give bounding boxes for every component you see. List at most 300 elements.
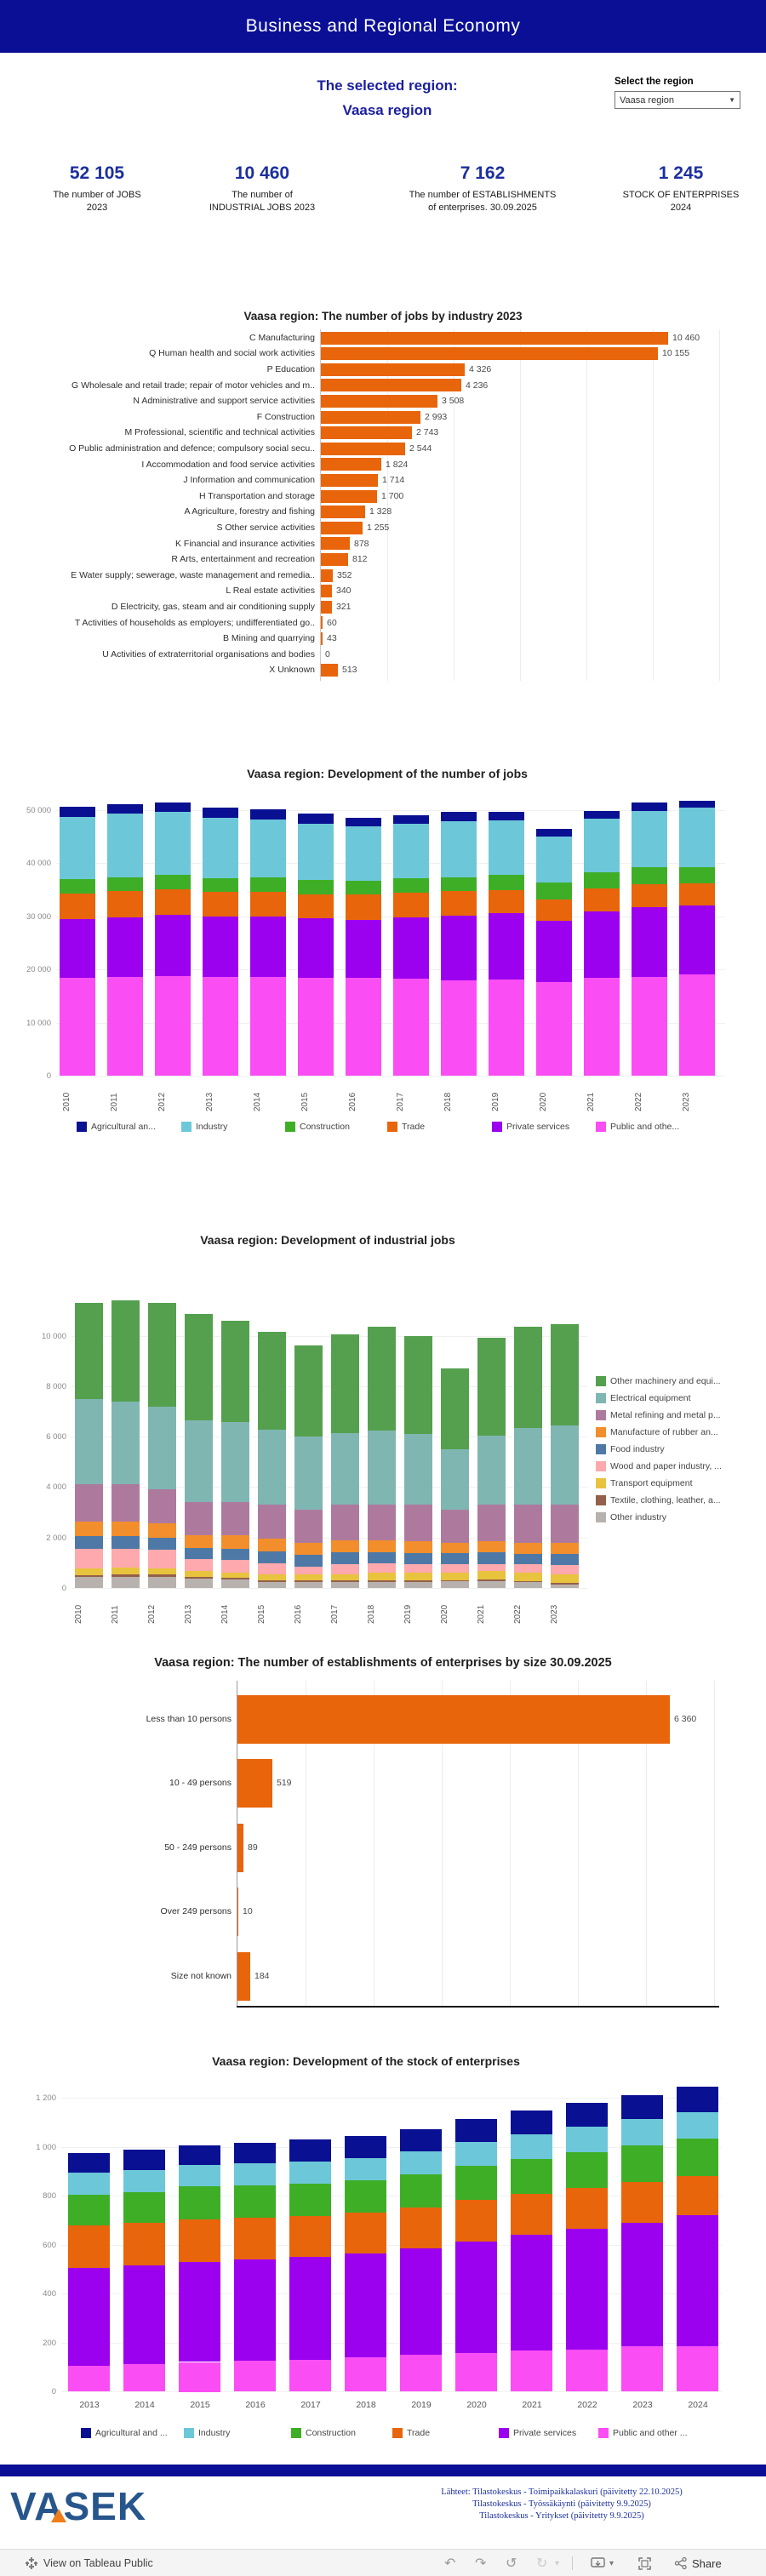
bar-segment[interactable] xyxy=(185,1579,213,1588)
bar-segment[interactable] xyxy=(632,811,667,867)
bar-segment[interactable] xyxy=(621,2095,663,2119)
bar-segment[interactable] xyxy=(514,1581,542,1582)
bar-segment[interactable] xyxy=(455,2200,497,2242)
legend-item[interactable] xyxy=(392,2428,430,2438)
bar-segment[interactable] xyxy=(75,1484,103,1522)
bar-segment[interactable] xyxy=(179,2262,220,2362)
bar-segment[interactable] xyxy=(148,1407,176,1489)
bar-segment[interactable] xyxy=(234,2361,276,2391)
bar-segment[interactable] xyxy=(536,829,572,837)
bar-segment[interactable] xyxy=(346,978,381,1076)
bar-segment[interactable] xyxy=(123,2192,165,2223)
device-layout-caret-icon[interactable]: ▾ xyxy=(609,2558,615,2568)
bar-segment[interactable] xyxy=(393,917,429,979)
bar-segment[interactable] xyxy=(477,1564,506,1571)
bar-segment[interactable] xyxy=(107,917,143,977)
bar-segment[interactable] xyxy=(441,1581,469,1588)
bar-segment[interactable] xyxy=(331,1433,359,1505)
bar-segment[interactable] xyxy=(346,881,381,894)
undo-button[interactable]: ↶ xyxy=(444,2556,456,2571)
bar-segment[interactable] xyxy=(345,2253,386,2357)
bar-segment[interactable] xyxy=(677,2176,718,2215)
bar-segment[interactable] xyxy=(331,1334,359,1433)
bar-segment[interactable] xyxy=(441,1449,469,1510)
bar-segment[interactable] xyxy=(111,1300,140,1402)
bar-segment[interactable] xyxy=(185,1571,213,1577)
bar-segment[interactable] xyxy=(584,811,620,819)
bar[interactable] xyxy=(321,664,338,677)
bar-segment[interactable] xyxy=(148,1577,176,1588)
bar[interactable] xyxy=(321,601,332,614)
bar-segment[interactable] xyxy=(250,917,286,977)
bar-segment[interactable] xyxy=(441,877,477,891)
bar-segment[interactable] xyxy=(677,2087,718,2112)
bar-segment[interactable] xyxy=(179,2145,220,2165)
bar-segment[interactable] xyxy=(566,2152,608,2188)
bar-segment[interactable] xyxy=(203,808,238,818)
bar-segment[interactable] xyxy=(404,1582,432,1588)
bar-segment[interactable] xyxy=(345,2136,386,2158)
bar-segment[interactable] xyxy=(185,1548,213,1559)
bar-segment[interactable] xyxy=(621,2119,663,2145)
bar-segment[interactable] xyxy=(404,1553,432,1564)
bar-segment[interactable] xyxy=(489,890,524,913)
bar-segment[interactable] xyxy=(679,883,715,905)
bar-segment[interactable] xyxy=(68,2195,110,2225)
bar-segment[interactable] xyxy=(185,1535,213,1548)
bar-segment[interactable] xyxy=(258,1505,286,1539)
bar-segment[interactable] xyxy=(123,2265,165,2364)
bar-segment[interactable] xyxy=(441,1564,469,1573)
bar[interactable] xyxy=(321,616,323,629)
bar-segment[interactable] xyxy=(584,911,620,978)
bar-segment[interactable] xyxy=(148,1303,176,1407)
bar-segment[interactable] xyxy=(477,1338,506,1436)
legend-item[interactable] xyxy=(291,2428,356,2438)
bar-segment[interactable] xyxy=(294,1574,323,1580)
bar-segment[interactable] xyxy=(477,1552,506,1564)
bar-segment[interactable] xyxy=(331,1582,359,1588)
bar-segment[interactable] xyxy=(294,1543,323,1555)
bar-segment[interactable] xyxy=(258,1563,286,1574)
bar-segment[interactable] xyxy=(123,2170,165,2192)
bar-segment[interactable] xyxy=(111,1568,140,1574)
bar-segment[interactable] xyxy=(298,814,334,824)
bar-segment[interactable] xyxy=(441,1510,469,1543)
bar-segment[interactable] xyxy=(107,977,143,1076)
bar-segment[interactable] xyxy=(331,1505,359,1540)
bar-segment[interactable] xyxy=(551,1574,579,1583)
bar-segment[interactable] xyxy=(514,1554,542,1564)
bar-segment[interactable] xyxy=(298,978,334,1076)
bar-segment[interactable] xyxy=(621,2182,663,2223)
bar-segment[interactable] xyxy=(221,1502,249,1535)
bar-segment[interactable] xyxy=(68,2268,110,2366)
bar-segment[interactable] xyxy=(455,2242,497,2353)
bar-segment[interactable] xyxy=(536,882,572,900)
bar-segment[interactable] xyxy=(179,2362,220,2392)
bar-segment[interactable] xyxy=(289,2216,331,2257)
bar-segment[interactable] xyxy=(441,1553,469,1564)
bar-segment[interactable] xyxy=(566,2127,608,2152)
bar-segment[interactable] xyxy=(551,1543,579,1554)
bar-segment[interactable] xyxy=(551,1505,579,1543)
bar-segment[interactable] xyxy=(75,1399,103,1484)
legend-item[interactable] xyxy=(596,1376,721,1386)
bar-segment[interactable] xyxy=(155,875,191,889)
legend-item[interactable] xyxy=(387,1122,425,1132)
bar-segment[interactable] xyxy=(400,2208,442,2248)
legend-item[interactable] xyxy=(596,1478,693,1488)
bar-segment[interactable] xyxy=(179,2165,220,2186)
bar-segment[interactable] xyxy=(258,1574,286,1580)
bar-segment[interactable] xyxy=(298,880,334,894)
bar-segment[interactable] xyxy=(441,1573,469,1580)
legend-item[interactable] xyxy=(181,1122,227,1132)
bar-segment[interactable] xyxy=(221,1321,249,1422)
bar[interactable] xyxy=(237,1888,238,1936)
bar[interactable] xyxy=(237,1695,670,1744)
bar-segment[interactable] xyxy=(75,1575,103,1577)
bar-segment[interactable] xyxy=(203,878,238,892)
bar-segment[interactable] xyxy=(148,1574,176,1577)
bar-segment[interactable] xyxy=(566,2350,608,2391)
bar-segment[interactable] xyxy=(123,2223,165,2265)
bar-segment[interactable] xyxy=(60,978,95,1076)
bar-segment[interactable] xyxy=(489,913,524,980)
bar-segment[interactable] xyxy=(60,807,95,817)
bar-segment[interactable] xyxy=(489,820,524,875)
bar-segment[interactable] xyxy=(679,867,715,883)
bar-segment[interactable] xyxy=(489,980,524,1076)
bar-segment[interactable] xyxy=(68,2225,110,2268)
bar-segment[interactable] xyxy=(346,894,381,920)
bar-segment[interactable] xyxy=(294,1582,323,1588)
bar-segment[interactable] xyxy=(441,891,477,916)
bar-segment[interactable] xyxy=(455,2353,497,2391)
bar-segment[interactable] xyxy=(111,1536,140,1549)
bar-segment[interactable] xyxy=(514,1573,542,1581)
bar-segment[interactable] xyxy=(107,814,143,877)
bar-segment[interactable] xyxy=(234,2259,276,2361)
bar-segment[interactable] xyxy=(679,905,715,974)
bar[interactable] xyxy=(321,411,420,424)
bar-segment[interactable] xyxy=(294,1567,323,1574)
bar-segment[interactable] xyxy=(441,1543,469,1553)
bar-segment[interactable] xyxy=(368,1505,396,1540)
bar-segment[interactable] xyxy=(75,1303,103,1399)
bar-segment[interactable] xyxy=(60,894,95,919)
bar-segment[interactable] xyxy=(107,891,143,917)
bar-segment[interactable] xyxy=(584,978,620,1076)
bar-segment[interactable] xyxy=(123,2150,165,2170)
bar-segment[interactable] xyxy=(477,1571,506,1579)
bar-segment[interactable] xyxy=(477,1436,506,1505)
bar[interactable] xyxy=(321,332,668,345)
bar-segment[interactable] xyxy=(258,1539,286,1551)
bar[interactable] xyxy=(321,553,348,566)
bar-segment[interactable] xyxy=(346,920,381,978)
bar-segment[interactable] xyxy=(514,1543,542,1554)
bar-segment[interactable] xyxy=(289,2139,331,2162)
bar-segment[interactable] xyxy=(294,1555,323,1567)
bar-segment[interactable] xyxy=(393,878,429,893)
bar-segment[interactable] xyxy=(677,2215,718,2346)
bar-segment[interactable] xyxy=(221,1573,249,1578)
bar-segment[interactable] xyxy=(185,1559,213,1571)
bar-segment[interactable] xyxy=(111,1484,140,1522)
bar-segment[interactable] xyxy=(536,900,572,921)
bar-segment[interactable] xyxy=(148,1550,176,1568)
share-button[interactable]: Share xyxy=(674,2550,722,2576)
bar-segment[interactable] xyxy=(221,1578,249,1579)
bar-segment[interactable] xyxy=(551,1324,579,1425)
bar-segment[interactable] xyxy=(677,2139,718,2176)
bar-segment[interactable] xyxy=(566,2188,608,2229)
bar-segment[interactable] xyxy=(331,1564,359,1574)
bar-segment[interactable] xyxy=(566,2103,608,2127)
bar-segment[interactable] xyxy=(155,889,191,915)
bar-segment[interactable] xyxy=(632,907,667,977)
refresh-button[interactable]: ↻ xyxy=(536,2556,548,2571)
bar[interactable] xyxy=(321,363,465,376)
bar-segment[interactable] xyxy=(677,2112,718,2139)
bar-segment[interactable] xyxy=(155,803,191,812)
legend-item[interactable] xyxy=(598,2428,688,2438)
view-on-tableau-public[interactable]: View on Tableau Public xyxy=(26,2550,153,2576)
bar-segment[interactable] xyxy=(203,917,238,977)
bar-segment[interactable] xyxy=(551,1565,579,1574)
bar-segment[interactable] xyxy=(455,2142,497,2166)
bar-segment[interactable] xyxy=(514,1582,542,1588)
bar-segment[interactable] xyxy=(111,1574,140,1577)
bar-segment[interactable] xyxy=(551,1554,579,1565)
bar-segment[interactable] xyxy=(185,1314,213,1420)
bar-segment[interactable] xyxy=(393,979,429,1076)
bar-segment[interactable] xyxy=(68,2173,110,2195)
bar-segment[interactable] xyxy=(677,2346,718,2391)
bar-segment[interactable] xyxy=(404,1541,432,1553)
bar-segment[interactable] xyxy=(107,804,143,814)
bar-segment[interactable] xyxy=(203,977,238,1076)
bar-segment[interactable] xyxy=(536,982,572,1076)
bar-segment[interactable] xyxy=(155,812,191,875)
legend-item[interactable] xyxy=(81,2428,168,2438)
legend-item[interactable] xyxy=(596,1410,721,1420)
bar-segment[interactable] xyxy=(489,875,524,890)
bar-segment[interactable] xyxy=(111,1577,140,1588)
bar-segment[interactable] xyxy=(441,916,477,980)
bar-segment[interactable] xyxy=(477,1505,506,1541)
bar-segment[interactable] xyxy=(221,1422,249,1502)
bar-segment[interactable] xyxy=(368,1563,396,1573)
bar-segment[interactable] xyxy=(60,817,95,879)
bar-segment[interactable] xyxy=(511,2134,552,2159)
bar[interactable] xyxy=(237,1824,243,1872)
bar-segment[interactable] xyxy=(250,809,286,820)
bar-segment[interactable] xyxy=(584,819,620,872)
bar-segment[interactable] xyxy=(632,977,667,1076)
bar-segment[interactable] xyxy=(331,1580,359,1582)
bar-segment[interactable] xyxy=(368,1431,396,1505)
bar-segment[interactable] xyxy=(400,2355,442,2391)
bar-segment[interactable] xyxy=(331,1574,359,1580)
legend-item[interactable] xyxy=(596,1444,665,1454)
device-layout-button[interactable] xyxy=(591,2550,605,2576)
bar-segment[interactable] xyxy=(511,2350,552,2391)
bar-segment[interactable] xyxy=(221,1549,249,1560)
bar[interactable] xyxy=(321,537,350,550)
legend-item[interactable] xyxy=(596,1427,718,1437)
bar-segment[interactable] xyxy=(294,1345,323,1437)
bar-segment[interactable] xyxy=(75,1536,103,1549)
bar-segment[interactable] xyxy=(179,2219,220,2262)
bar-segment[interactable] xyxy=(400,2174,442,2208)
bar-segment[interactable] xyxy=(566,2229,608,2350)
bar-segment[interactable] xyxy=(679,801,715,808)
bar-segment[interactable] xyxy=(75,1549,103,1568)
bar-segment[interactable] xyxy=(441,1580,469,1581)
bar-segment[interactable] xyxy=(221,1535,249,1549)
bar-segment[interactable] xyxy=(250,877,286,892)
bar-segment[interactable] xyxy=(441,1368,469,1449)
bar[interactable] xyxy=(237,1952,250,2001)
bar-segment[interactable] xyxy=(148,1489,176,1523)
legend-item[interactable] xyxy=(596,1512,666,1522)
bar-segment[interactable] xyxy=(298,894,334,918)
bar-segment[interactable] xyxy=(368,1573,396,1580)
bar-segment[interactable] xyxy=(179,2186,220,2219)
legend-item[interactable] xyxy=(596,1122,679,1132)
bar-segment[interactable] xyxy=(345,2213,386,2253)
bar-segment[interactable] xyxy=(400,2129,442,2151)
bar-segment[interactable] xyxy=(514,1505,542,1543)
bar-segment[interactable] xyxy=(75,1522,103,1536)
legend-item[interactable] xyxy=(184,2428,230,2438)
legend-item[interactable] xyxy=(596,1461,722,1471)
bar[interactable] xyxy=(321,490,377,503)
bar-segment[interactable] xyxy=(250,892,286,917)
bar-segment[interactable] xyxy=(345,2158,386,2180)
bar[interactable] xyxy=(321,347,658,360)
bar[interactable] xyxy=(321,395,437,408)
bar-segment[interactable] xyxy=(250,820,286,877)
bar-segment[interactable] xyxy=(331,1552,359,1564)
bar-segment[interactable] xyxy=(441,821,477,877)
bar-segment[interactable] xyxy=(551,1585,579,1588)
bar-segment[interactable] xyxy=(679,808,715,867)
bar-segment[interactable] xyxy=(393,824,429,878)
bar-segment[interactable] xyxy=(584,872,620,888)
bar-segment[interactable] xyxy=(258,1430,286,1505)
bar-segment[interactable] xyxy=(123,2364,165,2391)
bar[interactable] xyxy=(321,585,332,597)
bar-segment[interactable] xyxy=(477,1581,506,1588)
bar[interactable] xyxy=(321,458,381,471)
bar-segment[interactable] xyxy=(234,2143,276,2163)
bar-segment[interactable] xyxy=(155,915,191,976)
region-select-dropdown[interactable] xyxy=(615,91,740,109)
bar-segment[interactable] xyxy=(258,1580,286,1582)
bar-segment[interactable] xyxy=(294,1437,323,1510)
bar-segment[interactable] xyxy=(294,1580,323,1582)
bar-segment[interactable] xyxy=(258,1551,286,1563)
bar-segment[interactable] xyxy=(60,919,95,978)
bar-segment[interactable] xyxy=(68,2366,110,2391)
bar-segment[interactable] xyxy=(404,1580,432,1582)
bar-segment[interactable] xyxy=(155,976,191,1076)
bar-segment[interactable] xyxy=(404,1564,432,1573)
bar-segment[interactable] xyxy=(289,2360,331,2391)
bar-segment[interactable] xyxy=(455,2166,497,2200)
bar-segment[interactable] xyxy=(489,812,524,820)
legend-item[interactable] xyxy=(77,1122,156,1132)
bar-segment[interactable] xyxy=(632,884,667,907)
bar-segment[interactable] xyxy=(148,1568,176,1574)
bar-segment[interactable] xyxy=(345,2357,386,2391)
bar-segment[interactable] xyxy=(551,1425,579,1505)
bar-segment[interactable] xyxy=(455,2119,497,2142)
bar[interactable] xyxy=(321,426,412,439)
bar-segment[interactable] xyxy=(551,1583,579,1585)
bar-segment[interactable] xyxy=(250,977,286,1076)
bar-segment[interactable] xyxy=(511,2194,552,2235)
bar-segment[interactable] xyxy=(294,1510,323,1543)
redo-button[interactable]: ↷ xyxy=(475,2556,487,2571)
bar-segment[interactable] xyxy=(621,2145,663,2182)
bar-segment[interactable] xyxy=(632,803,667,811)
bar-segment[interactable] xyxy=(203,818,238,878)
reset-button[interactable]: ↺ xyxy=(506,2556,517,2571)
bar-segment[interactable] xyxy=(393,893,429,917)
bar-segment[interactable] xyxy=(368,1580,396,1582)
legend-item[interactable] xyxy=(499,2428,576,2438)
fullscreen-button[interactable] xyxy=(638,2550,651,2576)
bar-segment[interactable] xyxy=(289,2257,331,2360)
bar-segment[interactable] xyxy=(477,1541,506,1552)
bar-segment[interactable] xyxy=(185,1577,213,1579)
bar-segment[interactable] xyxy=(584,888,620,911)
refresh-caret-icon[interactable]: ▾ xyxy=(555,2558,560,2568)
bar-segment[interactable] xyxy=(234,2218,276,2259)
legend-item[interactable] xyxy=(492,1122,569,1132)
bar[interactable] xyxy=(321,569,333,582)
bar-segment[interactable] xyxy=(331,1540,359,1552)
bar-segment[interactable] xyxy=(536,921,572,982)
bar-segment[interactable] xyxy=(111,1549,140,1568)
bar-segment[interactable] xyxy=(679,974,715,1076)
bar[interactable] xyxy=(321,443,405,455)
bar-segment[interactable] xyxy=(441,812,477,821)
bar[interactable] xyxy=(321,505,365,518)
bar[interactable] xyxy=(321,522,363,534)
bar-segment[interactable] xyxy=(404,1505,432,1541)
bar-segment[interactable] xyxy=(368,1327,396,1431)
bar-segment[interactable] xyxy=(511,2159,552,2194)
bar-segment[interactable] xyxy=(404,1433,432,1505)
bar-segment[interactable] xyxy=(148,1523,176,1538)
bar-segment[interactable] xyxy=(393,815,429,824)
bar-segment[interactable] xyxy=(368,1540,396,1552)
bar-segment[interactable] xyxy=(148,1538,176,1550)
bar-segment[interactable] xyxy=(258,1582,286,1588)
bar[interactable] xyxy=(237,1759,272,1808)
bar-segment[interactable] xyxy=(185,1420,213,1502)
bar-segment[interactable] xyxy=(511,2110,552,2134)
legend-item[interactable] xyxy=(596,1495,721,1505)
bar-segment[interactable] xyxy=(514,1428,542,1505)
bar-segment[interactable] xyxy=(289,2184,331,2216)
